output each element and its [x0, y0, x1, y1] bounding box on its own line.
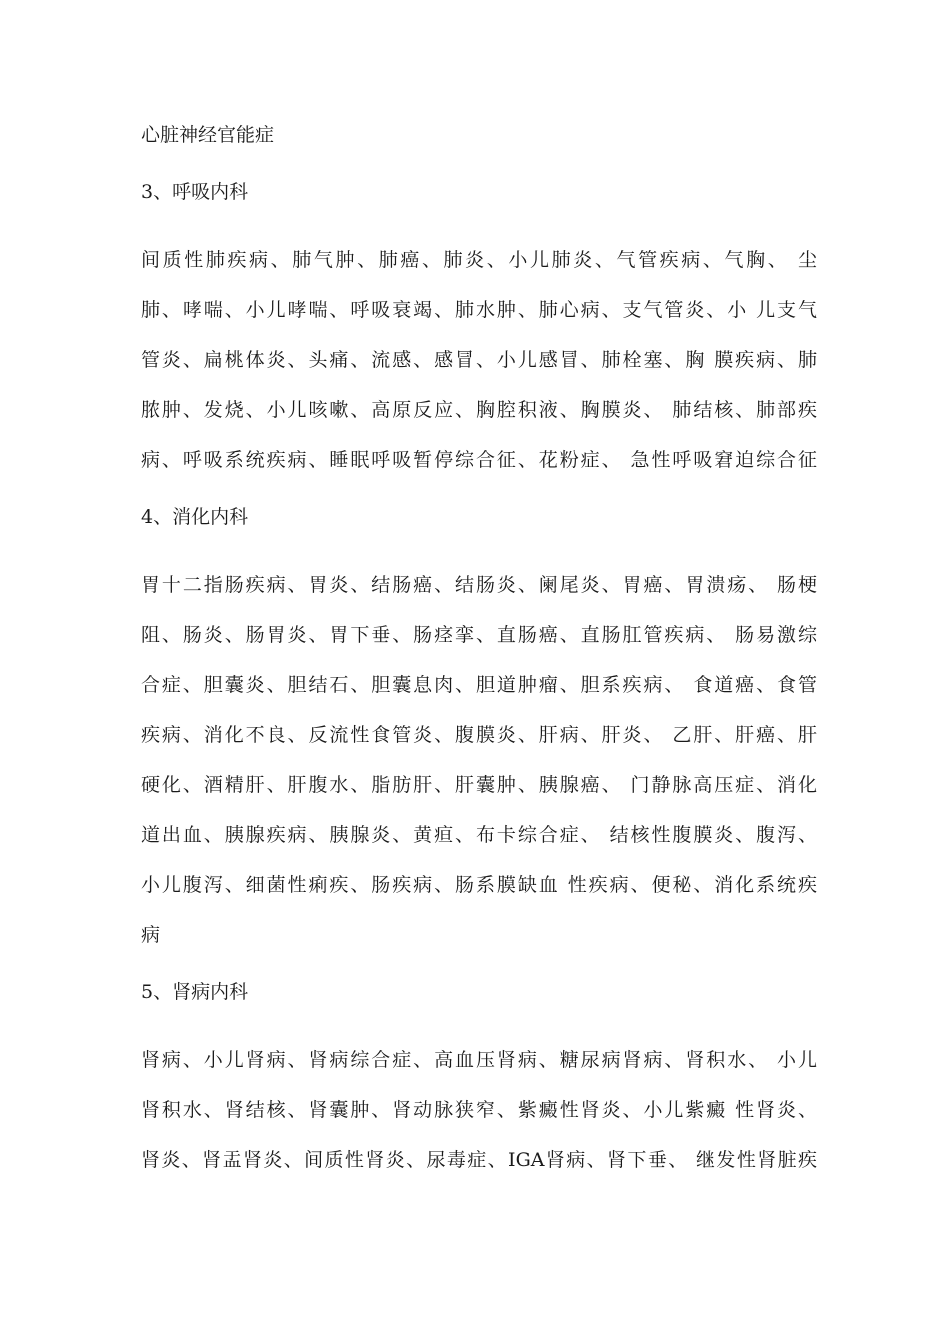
- paragraph-line: 病: [141, 924, 161, 946]
- section-body-nephrology: [141, 1043, 817, 1177]
- paragraph-line: 道出血、胰腺疾病、胰腺炎、黄疸、布卡综合症、 结核性腹膜炎、腹泻、: [141, 824, 817, 846]
- paragraph-line: 阻、肠炎、肠胃炎、胃下垂、肠痉挛、直肠癌、直肠肛管疾病、 肠易激综: [141, 624, 817, 646]
- section-body-respiratory: [141, 243, 817, 477]
- paragraph-line: 肺、哮喘、小儿哮喘、呼吸衰竭、肺水肿、肺心病、支气管炎、小 儿支气: [141, 299, 817, 321]
- paragraph-line: 脓肿、发烧、小儿咳嗽、高原反应、胸腔积液、胸膜炎、 肺结核、肺部疾: [141, 399, 817, 421]
- paragraph-line: 肾炎、肾盂肾炎、间质性肾炎、尿毒症、IGA肾病、肾下垂、 继发性肾脏疾: [141, 1149, 817, 1171]
- paragraph-line: 肾积水、肾结核、肾囊肿、肾动脉狭窄、紫癜性肾炎、小儿紫癜 性肾炎、: [141, 1099, 817, 1121]
- section-heading-respiratory: 3、呼吸内科: [141, 181, 249, 203]
- paragraph-line: 硬化、酒精肝、肝腹水、脂肪肝、肝囊肿、胰腺癌、 门静脉高压症、消化: [141, 774, 817, 796]
- paragraph-line: 间质性肺疾病、肺气肿、肺癌、肺炎、小儿肺炎、气管疾病、气胸、 尘: [141, 249, 817, 271]
- section-heading-digestive: 4、消化内科: [141, 506, 249, 528]
- section-heading-nephrology: 5、肾病内科: [141, 981, 249, 1003]
- paragraph-line: 小儿腹泻、细菌性痢疾、肠疾病、肠系膜缺血 性疾病、便秘、消化系统疾: [141, 874, 817, 896]
- paragraph-line: 管炎、扁桃体炎、头痛、流感、感冒、小儿感冒、肺栓塞、胸 膜疾病、肺: [141, 349, 817, 371]
- paragraph-line: 病、呼吸系统疾病、睡眠呼吸暂停综合征、花粉症、 急性呼吸窘迫综合征: [141, 449, 817, 471]
- paragraph-line: 合症、胆囊炎、胆结石、胆囊息肉、胆道肿瘤、胆系疾病、 食道癌、食管: [141, 674, 817, 696]
- document-page: [141, 118, 817, 1177]
- paragraph-line: 胃十二指肠疾病、胃炎、结肠癌、结肠炎、阑尾炎、胃癌、胃溃疡、 肠梗: [141, 574, 817, 596]
- intro-line: 心脏神经官能症: [141, 124, 275, 146]
- paragraph-line: 肾病、小儿肾病、肾病综合症、高血压肾病、糖尿病肾病、肾积水、 小儿: [141, 1049, 817, 1071]
- paragraph-line: 疾病、消化不良、反流性食管炎、腹膜炎、肝病、肝炎、 乙肝、肝癌、肝: [141, 724, 817, 746]
- section-body-digestive: [141, 568, 817, 952]
